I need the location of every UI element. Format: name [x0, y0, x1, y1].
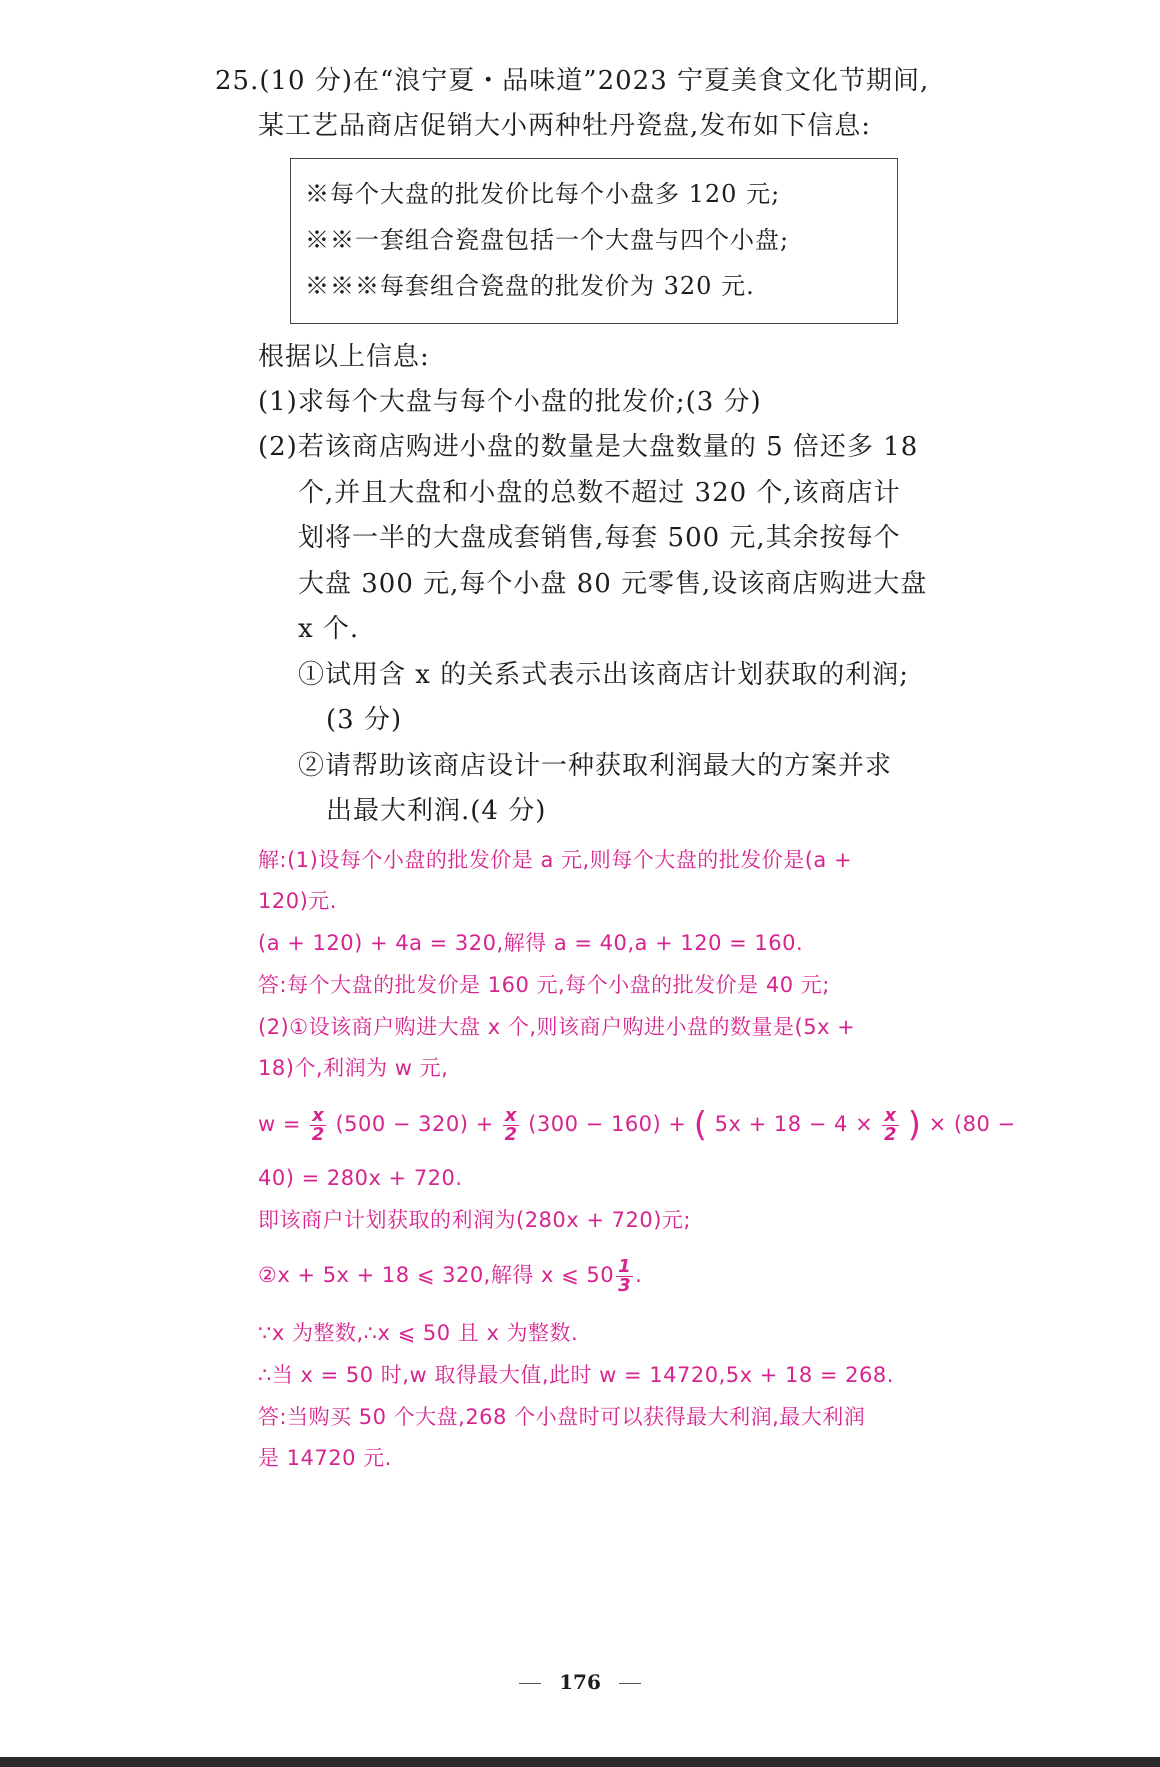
question-part-2-line-1: (2)若该商店购进小盘的数量是大盘数量的 5 倍还多 18 — [258, 432, 919, 462]
fraction-x-over-2: $\frac{x}{2}$ — [311, 1104, 325, 1145]
equation-term-2: (300 − 160) + — [528, 1112, 687, 1136]
solution-line-12: ∴当 x = 50 时,w 取得最大值,此时 w = 14720,5x + 18 = 268. — [258, 1363, 894, 1387]
info-box-line-2: ※※一套组合瓷盘包括一个大盘与四个小盘; — [305, 226, 790, 254]
solution-line-8: 40) = 280x + 720. — [258, 1166, 463, 1190]
question-heading-line-2: 某工艺品商店促销大小两种牡丹瓷盘,发布如下信息: — [258, 111, 872, 141]
bottom-bar — [0, 1757, 1160, 1767]
question-sub-1-line-2: (3 分) — [326, 705, 403, 735]
solution-line-14: 是 14720 元. — [258, 1446, 392, 1470]
solution-line-11: ∵x 为整数,∴x ⩽ 50 且 x 为整数. — [258, 1321, 579, 1345]
inequality-text: ②x + 5x + 18 ⩽ 320,解得 x ⩽ 50 — [258, 1263, 615, 1287]
equation-term-3: 5x + 18 − 4 × — [714, 1112, 874, 1136]
equation-term-1: (500 − 320) + — [335, 1112, 494, 1136]
fraction-x-over-2: $\frac{x}{2}$ — [883, 1104, 897, 1145]
solution-line-3: (a + 120) + 4a = 320,解得 a = 40,a + 120 = 160. — [258, 931, 804, 955]
info-box — [290, 158, 898, 324]
footer-dash-left — [519, 1683, 541, 1684]
page-number: 176 — [559, 1670, 601, 1694]
solution-line-2: 120)元. — [258, 889, 337, 913]
solution-line-5: (2)①设该商户购进大盘 x 个,则该商户购进小盘的数量是(5x + — [258, 1015, 856, 1039]
fraction-1-over-3: $\frac{1}{3}$ — [618, 1255, 632, 1296]
fraction-x-over-2: $\frac{x}{2}$ — [504, 1104, 518, 1145]
info-box-line-3: ※※※每套组合瓷盘的批发价为 320 元. — [305, 272, 755, 300]
question-part-2-line-5: x 个. — [298, 614, 360, 644]
equation-w: w = — [258, 1112, 301, 1136]
solution-line-9: 即该商户计划获取的利润为(280x + 720)元; — [258, 1208, 691, 1232]
info-box-line-1: ※每个大盘的批发价比每个小盘多 120 元; — [305, 180, 781, 208]
question-intro: 根据以上信息: — [258, 342, 430, 372]
equation-term-4: × (80 − — [928, 1112, 1016, 1136]
question-sub-2-line-2: 出最大利润.(4 分) — [326, 796, 547, 826]
question-sub-1-line-1: ①试用含 x 的关系式表示出该商店计划获取的利润; — [298, 660, 909, 690]
question-part-2-line-4: 大盘 300 元,每个小盘 80 元零售,设该商店购进大盘 — [298, 569, 928, 599]
solution-line-6: 18)个,利润为 w 元, — [258, 1056, 449, 1080]
footer-dash-right — [619, 1683, 641, 1684]
question-part-1: (1)求每个大盘与每个小盘的批发价;(3 分) — [258, 387, 762, 417]
solution-inequality: ②x + 5x + 18 ⩽ 320,解得 x ⩽ 50 $\frac{1}{3}$ . — [258, 1255, 643, 1296]
page-footer — [0, 1670, 1160, 1694]
solution-line-1: 解:(1)设每个小盘的批发价是 a 元,则每个大盘的批发价是(a + — [258, 848, 853, 872]
question-sub-2-line-1: ②请帮助该商店设计一种获取利润最大的方案并求 — [298, 751, 893, 781]
question-part-2-line-2: 个,并且大盘和小盘的总数不超过 320 个,该商店计 — [298, 478, 901, 508]
solution-line-13: 答:当购买 50 个大盘,268 个小盘时可以获得最大利润,最大利润 — [258, 1405, 866, 1429]
solution-profit-equation: w = $\frac{x}{2}$ (500 − 320) + $\frac{x}{2}$ (300 − 160) + ( 5x + 18 − 4 × $\frac{x}{2}$ ) × (80 − — [258, 1104, 1016, 1145]
solution-line-4: 答:每个大盘的批发价是 160 元,每个小盘的批发价是 40 元; — [258, 973, 830, 997]
question-part-2-line-3: 划将一半的大盘成套销售,每套 500 元,其余按每个 — [298, 523, 901, 553]
question-heading-line-1: 25.(10 分)在“浪宁夏・品味道”2023 宁夏美食文化节期间, — [215, 66, 930, 96]
